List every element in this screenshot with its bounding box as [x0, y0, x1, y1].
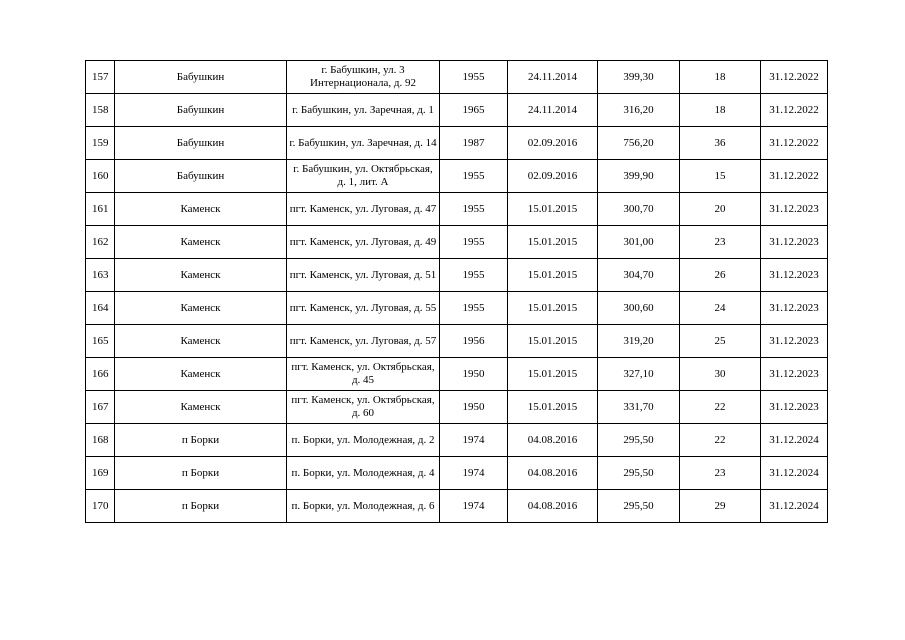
build-year-cell: 1987 [440, 127, 508, 160]
date-cell: 15.01.2015 [508, 325, 598, 358]
area-cell: 319,20 [598, 325, 680, 358]
table-row [86, 226, 828, 259]
area-cell: 756,20 [598, 127, 680, 160]
row-number-cell: 168 [86, 424, 115, 457]
area-cell: 399,30 [598, 61, 680, 94]
table-row [86, 259, 828, 292]
address-cell: п. Борки, ул. Молодежная, д. 4 [287, 457, 440, 490]
table-row [86, 61, 828, 94]
row-number-cell: 159 [86, 127, 115, 160]
settlement-cell: Бабушкин [115, 127, 287, 160]
settlement-cell: Бабушкин [115, 61, 287, 94]
row-number-cell: 164 [86, 292, 115, 325]
deadline-cell: 31.12.2023 [761, 193, 828, 226]
settlement-cell: Бабушкин [115, 160, 287, 193]
settlement-cell: п Борки [115, 424, 287, 457]
deadline-cell: 31.12.2023 [761, 292, 828, 325]
date-cell: 15.01.2015 [508, 292, 598, 325]
area-cell: 300,70 [598, 193, 680, 226]
build-year-cell: 1955 [440, 226, 508, 259]
address-cell: п. Борки, ул. Молодежная, д. 6 [287, 490, 440, 523]
area-cell: 295,50 [598, 424, 680, 457]
settlement-cell: Каменск [115, 226, 287, 259]
settlement-cell: Каменск [115, 292, 287, 325]
settlement-cell: Каменск [115, 325, 287, 358]
settlement-cell: Каменск [115, 193, 287, 226]
deadline-cell: 31.12.2023 [761, 391, 828, 424]
date-cell: 24.11.2014 [508, 94, 598, 127]
deadline-cell: 31.12.2024 [761, 457, 828, 490]
residents-cell: 18 [680, 61, 761, 94]
deadline-cell: 31.12.2022 [761, 160, 828, 193]
settlement-cell: п Борки [115, 457, 287, 490]
row-number-cell: 170 [86, 490, 115, 523]
table-row [86, 94, 828, 127]
residents-cell: 25 [680, 325, 761, 358]
deadline-cell: 31.12.2024 [761, 490, 828, 523]
row-number-cell: 166 [86, 358, 115, 391]
row-number-cell: 161 [86, 193, 115, 226]
address-cell: пгт. Каменск, ул. Луговая, д. 51 [287, 259, 440, 292]
table-row [86, 391, 828, 424]
deadline-cell: 31.12.2023 [761, 325, 828, 358]
build-year-cell: 1974 [440, 457, 508, 490]
address-cell: пгт. Каменск, ул. Луговая, д. 57 [287, 325, 440, 358]
build-year-cell: 1955 [440, 292, 508, 325]
area-cell: 295,50 [598, 457, 680, 490]
address-cell: г. Бабушкин, ул. Заречная, д. 1 [287, 94, 440, 127]
table-body [86, 61, 828, 523]
build-year-cell: 1974 [440, 490, 508, 523]
address-cell: пгт. Каменск, ул. Луговая, д. 55 [287, 292, 440, 325]
table-row [86, 457, 828, 490]
area-cell: 301,00 [598, 226, 680, 259]
area-cell: 399,90 [598, 160, 680, 193]
build-year-cell: 1955 [440, 193, 508, 226]
residents-cell: 22 [680, 391, 761, 424]
build-year-cell: 1955 [440, 61, 508, 94]
deadline-cell: 31.12.2023 [761, 226, 828, 259]
residents-cell: 23 [680, 226, 761, 259]
build-year-cell: 1950 [440, 358, 508, 391]
area-cell: 304,70 [598, 259, 680, 292]
row-number-cell: 158 [86, 94, 115, 127]
table-row [86, 193, 828, 226]
deadline-cell: 31.12.2022 [761, 127, 828, 160]
settlement-cell: п Борки [115, 490, 287, 523]
residents-cell: 24 [680, 292, 761, 325]
row-number-cell: 163 [86, 259, 115, 292]
table-row [86, 490, 828, 523]
deadline-cell: 31.12.2024 [761, 424, 828, 457]
date-cell: 04.08.2016 [508, 424, 598, 457]
area-cell: 316,20 [598, 94, 680, 127]
settlement-cell: Каменск [115, 358, 287, 391]
residents-cell: 23 [680, 457, 761, 490]
date-cell: 15.01.2015 [508, 193, 598, 226]
deadline-cell: 31.12.2023 [761, 358, 828, 391]
build-year-cell: 1950 [440, 391, 508, 424]
build-year-cell: 1955 [440, 160, 508, 193]
table-row [86, 160, 828, 193]
table-row [86, 424, 828, 457]
deadline-cell: 31.12.2022 [761, 61, 828, 94]
table-row [86, 358, 828, 391]
residents-cell: 20 [680, 193, 761, 226]
date-cell: 04.08.2016 [508, 490, 598, 523]
date-cell: 15.01.2015 [508, 259, 598, 292]
date-cell: 02.09.2016 [508, 160, 598, 193]
table-row [86, 127, 828, 160]
date-cell: 24.11.2014 [508, 61, 598, 94]
build-year-cell: 1956 [440, 325, 508, 358]
row-number-cell: 162 [86, 226, 115, 259]
residents-cell: 15 [680, 160, 761, 193]
address-cell: г. Бабушкин, ул. 3 Интернационала, д. 92 [287, 61, 440, 94]
area-cell: 300,60 [598, 292, 680, 325]
residents-cell: 29 [680, 490, 761, 523]
address-cell: пгт. Каменск, ул. Октябрьская, д. 60 [287, 391, 440, 424]
address-cell: г. Бабушкин, ул. Октябрьская, д. 1, лит. А [287, 160, 440, 193]
housing-registry-table [85, 60, 828, 523]
area-cell: 331,70 [598, 391, 680, 424]
residents-cell: 22 [680, 424, 761, 457]
residents-cell: 30 [680, 358, 761, 391]
build-year-cell: 1974 [440, 424, 508, 457]
row-number-cell: 157 [86, 61, 115, 94]
row-number-cell: 169 [86, 457, 115, 490]
area-cell: 295,50 [598, 490, 680, 523]
build-year-cell: 1965 [440, 94, 508, 127]
area-cell: 327,10 [598, 358, 680, 391]
settlement-cell: Бабушкин [115, 94, 287, 127]
deadline-cell: 31.12.2023 [761, 259, 828, 292]
address-cell: пгт. Каменск, ул. Луговая, д. 47 [287, 193, 440, 226]
deadline-cell: 31.12.2022 [761, 94, 828, 127]
build-year-cell: 1955 [440, 259, 508, 292]
date-cell: 15.01.2015 [508, 358, 598, 391]
settlement-cell: Каменск [115, 391, 287, 424]
row-number-cell: 167 [86, 391, 115, 424]
date-cell: 02.09.2016 [508, 127, 598, 160]
address-cell: пгт. Каменск, ул. Луговая, д. 49 [287, 226, 440, 259]
settlement-cell: Каменск [115, 259, 287, 292]
residents-cell: 18 [680, 94, 761, 127]
date-cell: 15.01.2015 [508, 391, 598, 424]
table-row [86, 292, 828, 325]
residents-cell: 26 [680, 259, 761, 292]
address-cell: п. Борки, ул. Молодежная, д. 2 [287, 424, 440, 457]
address-cell: г. Бабушкин, ул. Заречная, д. 14 [287, 127, 440, 160]
row-number-cell: 160 [86, 160, 115, 193]
residents-cell: 36 [680, 127, 761, 160]
date-cell: 15.01.2015 [508, 226, 598, 259]
row-number-cell: 165 [86, 325, 115, 358]
date-cell: 04.08.2016 [508, 457, 598, 490]
address-cell: пгт. Каменск, ул. Октябрьская, д. 45 [287, 358, 440, 391]
table-row [86, 325, 828, 358]
